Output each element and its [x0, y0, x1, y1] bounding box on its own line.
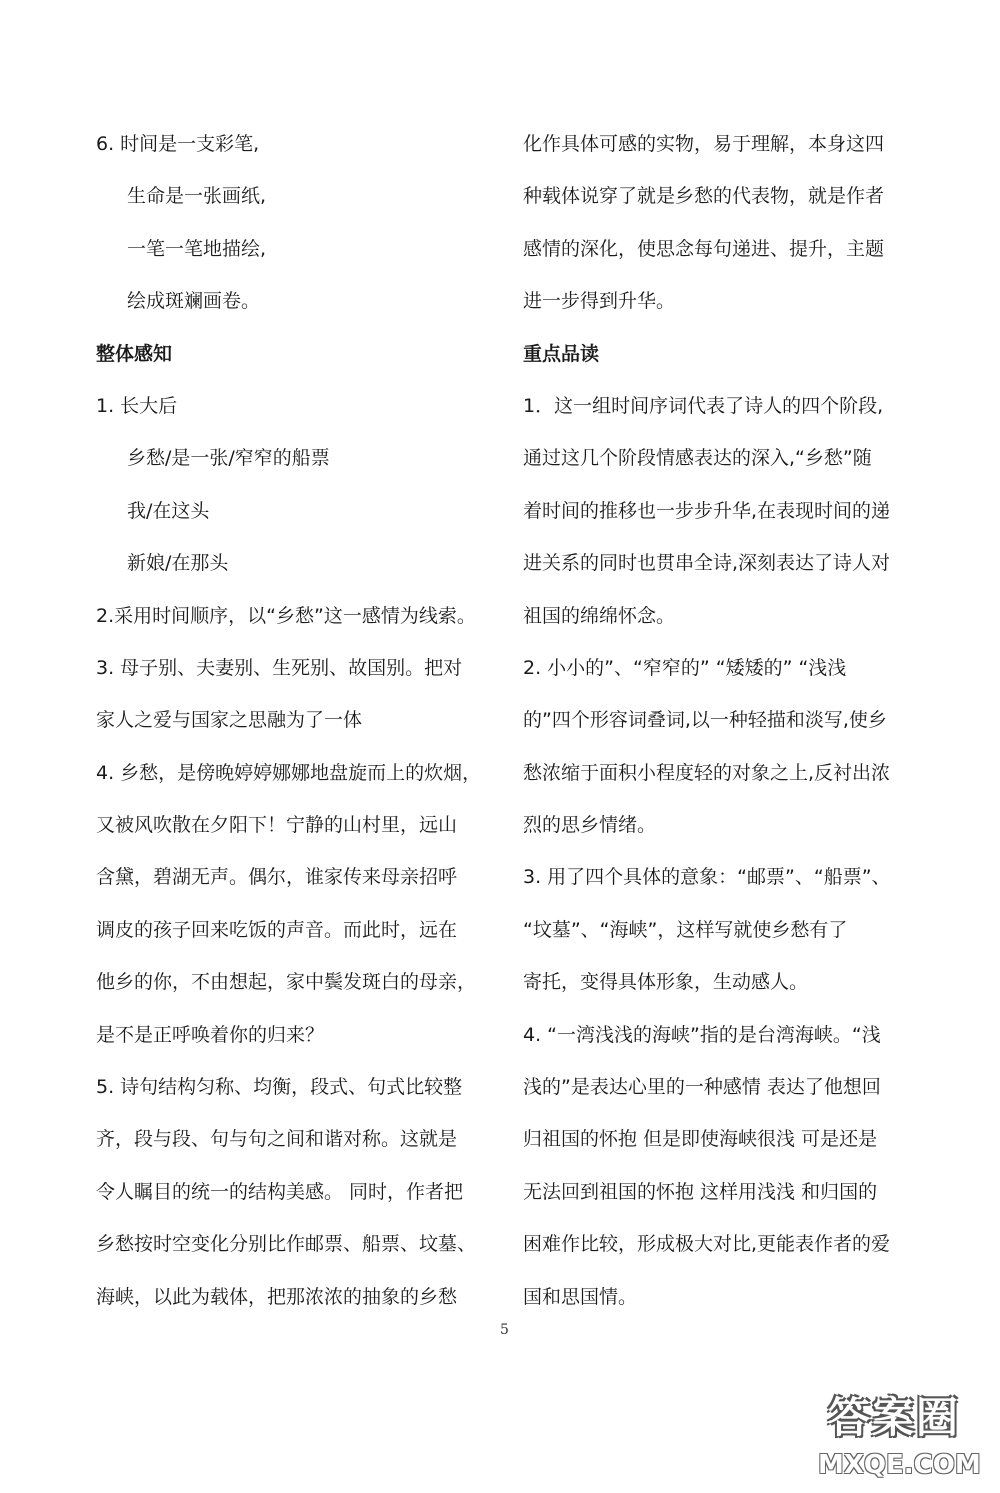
- text-line: 祖国的绵绵怀念。: [523, 604, 676, 627]
- text-line: 乡愁按时空变化分别比作邮票、船票、坟墓、: [96, 1233, 477, 1256]
- text-line: 感情的深化，使思念每句递进、提升，主题: [523, 237, 885, 260]
- text-line: 2. 小小的”、“窄窄的” “矮矮的” “浅浅: [523, 656, 847, 679]
- text-line: 4. “一湾浅浅的海峡”指的是台湾海峡。“浅: [523, 1023, 881, 1046]
- text-line: 一笔一笔地描绘,: [127, 237, 267, 260]
- text-line: 浅的”是表达心里的一种感情 表达了他想回: [523, 1076, 881, 1099]
- text-line: 4. 乡愁，是傍晚婷婷娜娜地盘旋而上的炊烟，: [96, 761, 482, 784]
- text-line: 化作具体可感的实物，易于理解，本身这四: [523, 133, 885, 155]
- text-line: 通过这几个阶段情感表达的深入,“乡愁”随: [523, 447, 872, 470]
- text-line: 家人之爱与国家之思融为了一体: [96, 709, 363, 732]
- text-line: 齐，段与段、句与句之间和谐对称。这就是: [96, 1128, 458, 1151]
- section-heading: 重点品读: [523, 342, 600, 365]
- text-line: 绘成斑斓画卷。: [127, 290, 261, 313]
- watermark-main-text: 答案圈: [828, 1393, 961, 1442]
- text-line: 种载体说穿了就是乡愁的代表物，就是作者: [523, 185, 885, 208]
- text-line: 3. 用了四个具体的意象：“邮票”、“船票”、: [523, 866, 891, 889]
- page-number: 5: [500, 1322, 509, 1338]
- text-line: 是不是正呼唤着你的归来？: [96, 1023, 325, 1046]
- text-line: 他乡的你，不由想起，家中鬓发斑白的母亲，: [96, 971, 477, 994]
- text-line: 含黛，碧湖无声。偶尔，谁家传来母亲招呼: [96, 866, 458, 889]
- text-line: 烈的思乡情绪。: [523, 814, 657, 837]
- text-line: 愁浓缩于面积小程度轻的对象之上,反衬出浓: [523, 761, 891, 784]
- watermark-site-text: MXQE.COM: [818, 1450, 981, 1480]
- text-line: 归祖国的怀抱 但是即使海峡很浅 可是还是: [523, 1128, 878, 1151]
- text-line: 5. 诗句结构匀称、均衡，段式、句式比较整: [96, 1076, 463, 1099]
- left-column: [96, 118, 496, 1323]
- text-line: 新娘/在那头: [127, 552, 229, 575]
- text-line: 无法回到祖国的怀抱 这样用浅浅 和归国的: [523, 1180, 878, 1203]
- text-line: 乡愁/是一张/窄窄的船票: [127, 447, 330, 470]
- text-line: 进一步得到升华。: [523, 290, 676, 313]
- text-line: 困难作比较，形成极大对比,更能表作者的爱: [523, 1233, 891, 1256]
- text-line: 1. 长大后: [96, 394, 178, 417]
- text-line: 国和思国情。: [523, 1285, 638, 1308]
- text-line: 着时间的推移也一步步升华,在表现时间的递: [523, 499, 891, 522]
- text-line: 调皮的孩子回来吃饭的声音。而此时，远在: [96, 918, 458, 941]
- right-column: [523, 118, 923, 1323]
- text-line: 的”四个形容词叠词,以一种轻描和淡写,使乡: [523, 709, 887, 732]
- text-line: 1．这一组时间序词代表了诗人的四个阶段,: [523, 394, 884, 417]
- text-line: 生命是一张画纸,: [127, 185, 267, 208]
- text-line: 6. 时间是一支彩笔,: [96, 133, 260, 155]
- text-line: 我/在这头: [127, 499, 210, 522]
- text-line: 令人瞩目的统一的结构美感。 同时，作者把: [96, 1180, 464, 1203]
- text-line: 海峡，以此为载体，把那浓浓的抽象的乡愁: [96, 1285, 458, 1308]
- watermark-logo: [818, 1390, 988, 1485]
- text-line: 2.采用时间顺序，以“乡愁”这一感情为线索。: [96, 604, 476, 627]
- text-line: 进关系的同时也贯串全诗,深刻表达了诗人对: [523, 552, 891, 575]
- text-line: “坟墓”、“海峡”，这样写就使乡愁有了: [523, 918, 848, 941]
- text-line: 3. 母子别、夫妻别、生死别、故国别。把对: [96, 656, 463, 679]
- text-line: 又被风吹散在夕阳下！宁静的山村里，远山: [96, 814, 458, 837]
- text-line: 寄托，变得具体形象，生动感人。: [523, 971, 809, 994]
- section-heading: 整体感知: [96, 342, 173, 365]
